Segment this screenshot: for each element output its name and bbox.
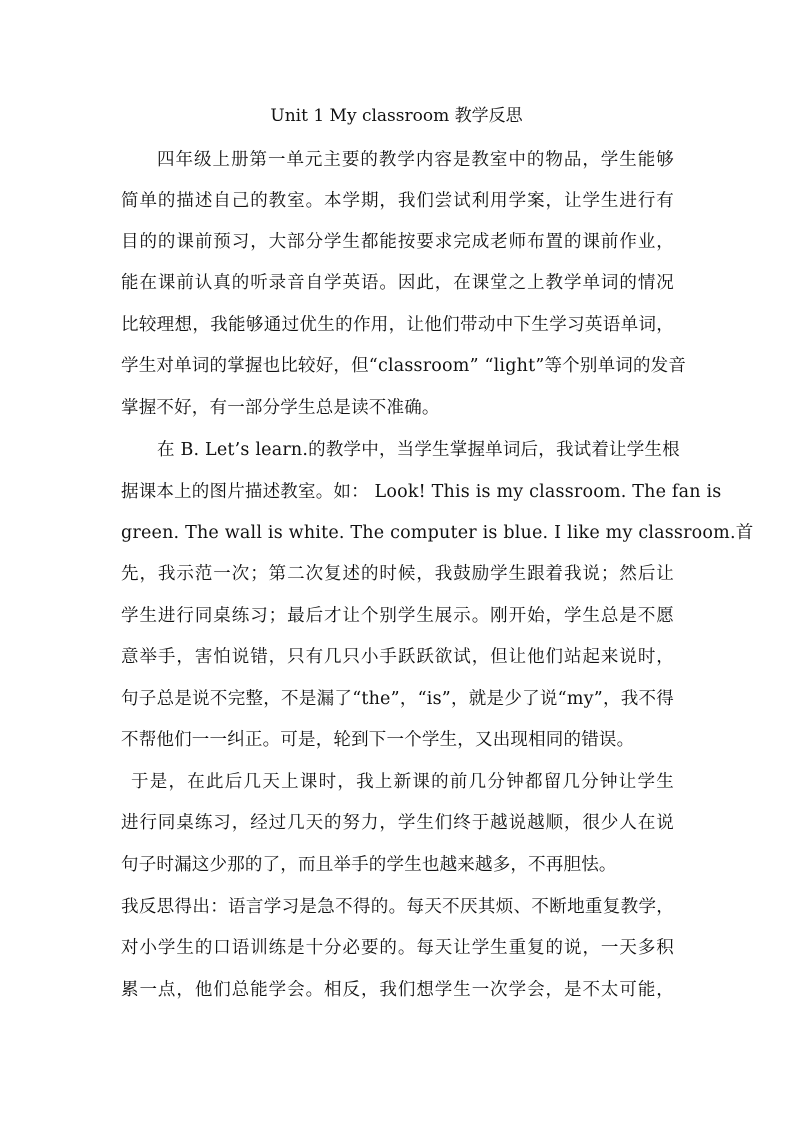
paragraph-line: 进行同桌练习，经过几天的努力，学生们终于越说越顺，很少人在说	[121, 813, 674, 833]
paragraph-line: 先，我示范一次；第二次复述的时候，我鼓励学生跟着我说；然后让	[121, 564, 674, 584]
paragraph-line: 我反思得出：语言学习是急不得的。每天不厌其烦、不断地重复教学，	[121, 897, 674, 917]
paragraph-line: 不帮他们一一纠正。可是，轮到下一个学生，又出现相同的错误。	[121, 730, 635, 750]
paragraph-line: 句子总是说不完整，不是漏了“the”，“is”，就是少了说“my”，我不得	[121, 689, 674, 709]
paragraph-line: 学生对单词的掌握也比较好，但“classroom” “light”等个别单词的发音	[121, 356, 687, 376]
paragraph-line: 比较理想，我能够通过优生的作用，让他们带动中下生学习英语单词，	[121, 315, 674, 335]
paragraph-line: 简单的描述自己的教室。本学期，我们尝试利用学案，让学生进行有	[121, 191, 674, 211]
paragraph-line: 掌握不好，有一部分学生总是读不准确。	[121, 398, 440, 418]
paragraph-line: 在 B. Let’s learn.的教学中，当学生掌握单词后，我试着让学生根	[157, 440, 680, 460]
paragraph-line: 累一点，他们总能学会。相反，我们想学生一次学会，是不太可能，	[121, 980, 674, 1000]
paragraph-line: 意举手，害怕说错，只有几只小手跃跃欲试，但让他们站起来说时，	[121, 647, 674, 667]
paragraph-line: 据课本上的图片描述教室。如： Look! This is my classroom. The fan is	[121, 482, 722, 502]
paragraph-line: 能在课前认真的听录音自学英语。因此，在课堂之上教学单词的情况	[121, 273, 674, 293]
paragraph-line: 目的的课前预习，大部分学生都能按要求完成老师布置的课前作业，	[121, 232, 674, 252]
paragraph-line: green. The wall is white. The computer is blue. I like my classroom.首	[121, 523, 754, 543]
paragraph-line: 句子时漏这少那的了，而且举手的学生也越来越多，不再胆怯。	[121, 855, 617, 875]
paragraph-line: 四年级上册第一单元主要的教学内容是教室中的物品，学生能够	[157, 150, 674, 170]
paragraph-line: 学生进行同桌练习；最后才让个别学生展示。刚开始，学生总是不愿	[121, 606, 674, 626]
document-title: Unit 1 My classroom 教学反思	[270, 106, 523, 126]
paragraph-line: 于是，在此后几天上课时，我上新课的前几分钟都留几分钟让学生	[131, 772, 674, 792]
paragraph-line: 对小学生的口语训练是十分必要的。每天让学生重复的说，一天多积	[121, 938, 674, 958]
